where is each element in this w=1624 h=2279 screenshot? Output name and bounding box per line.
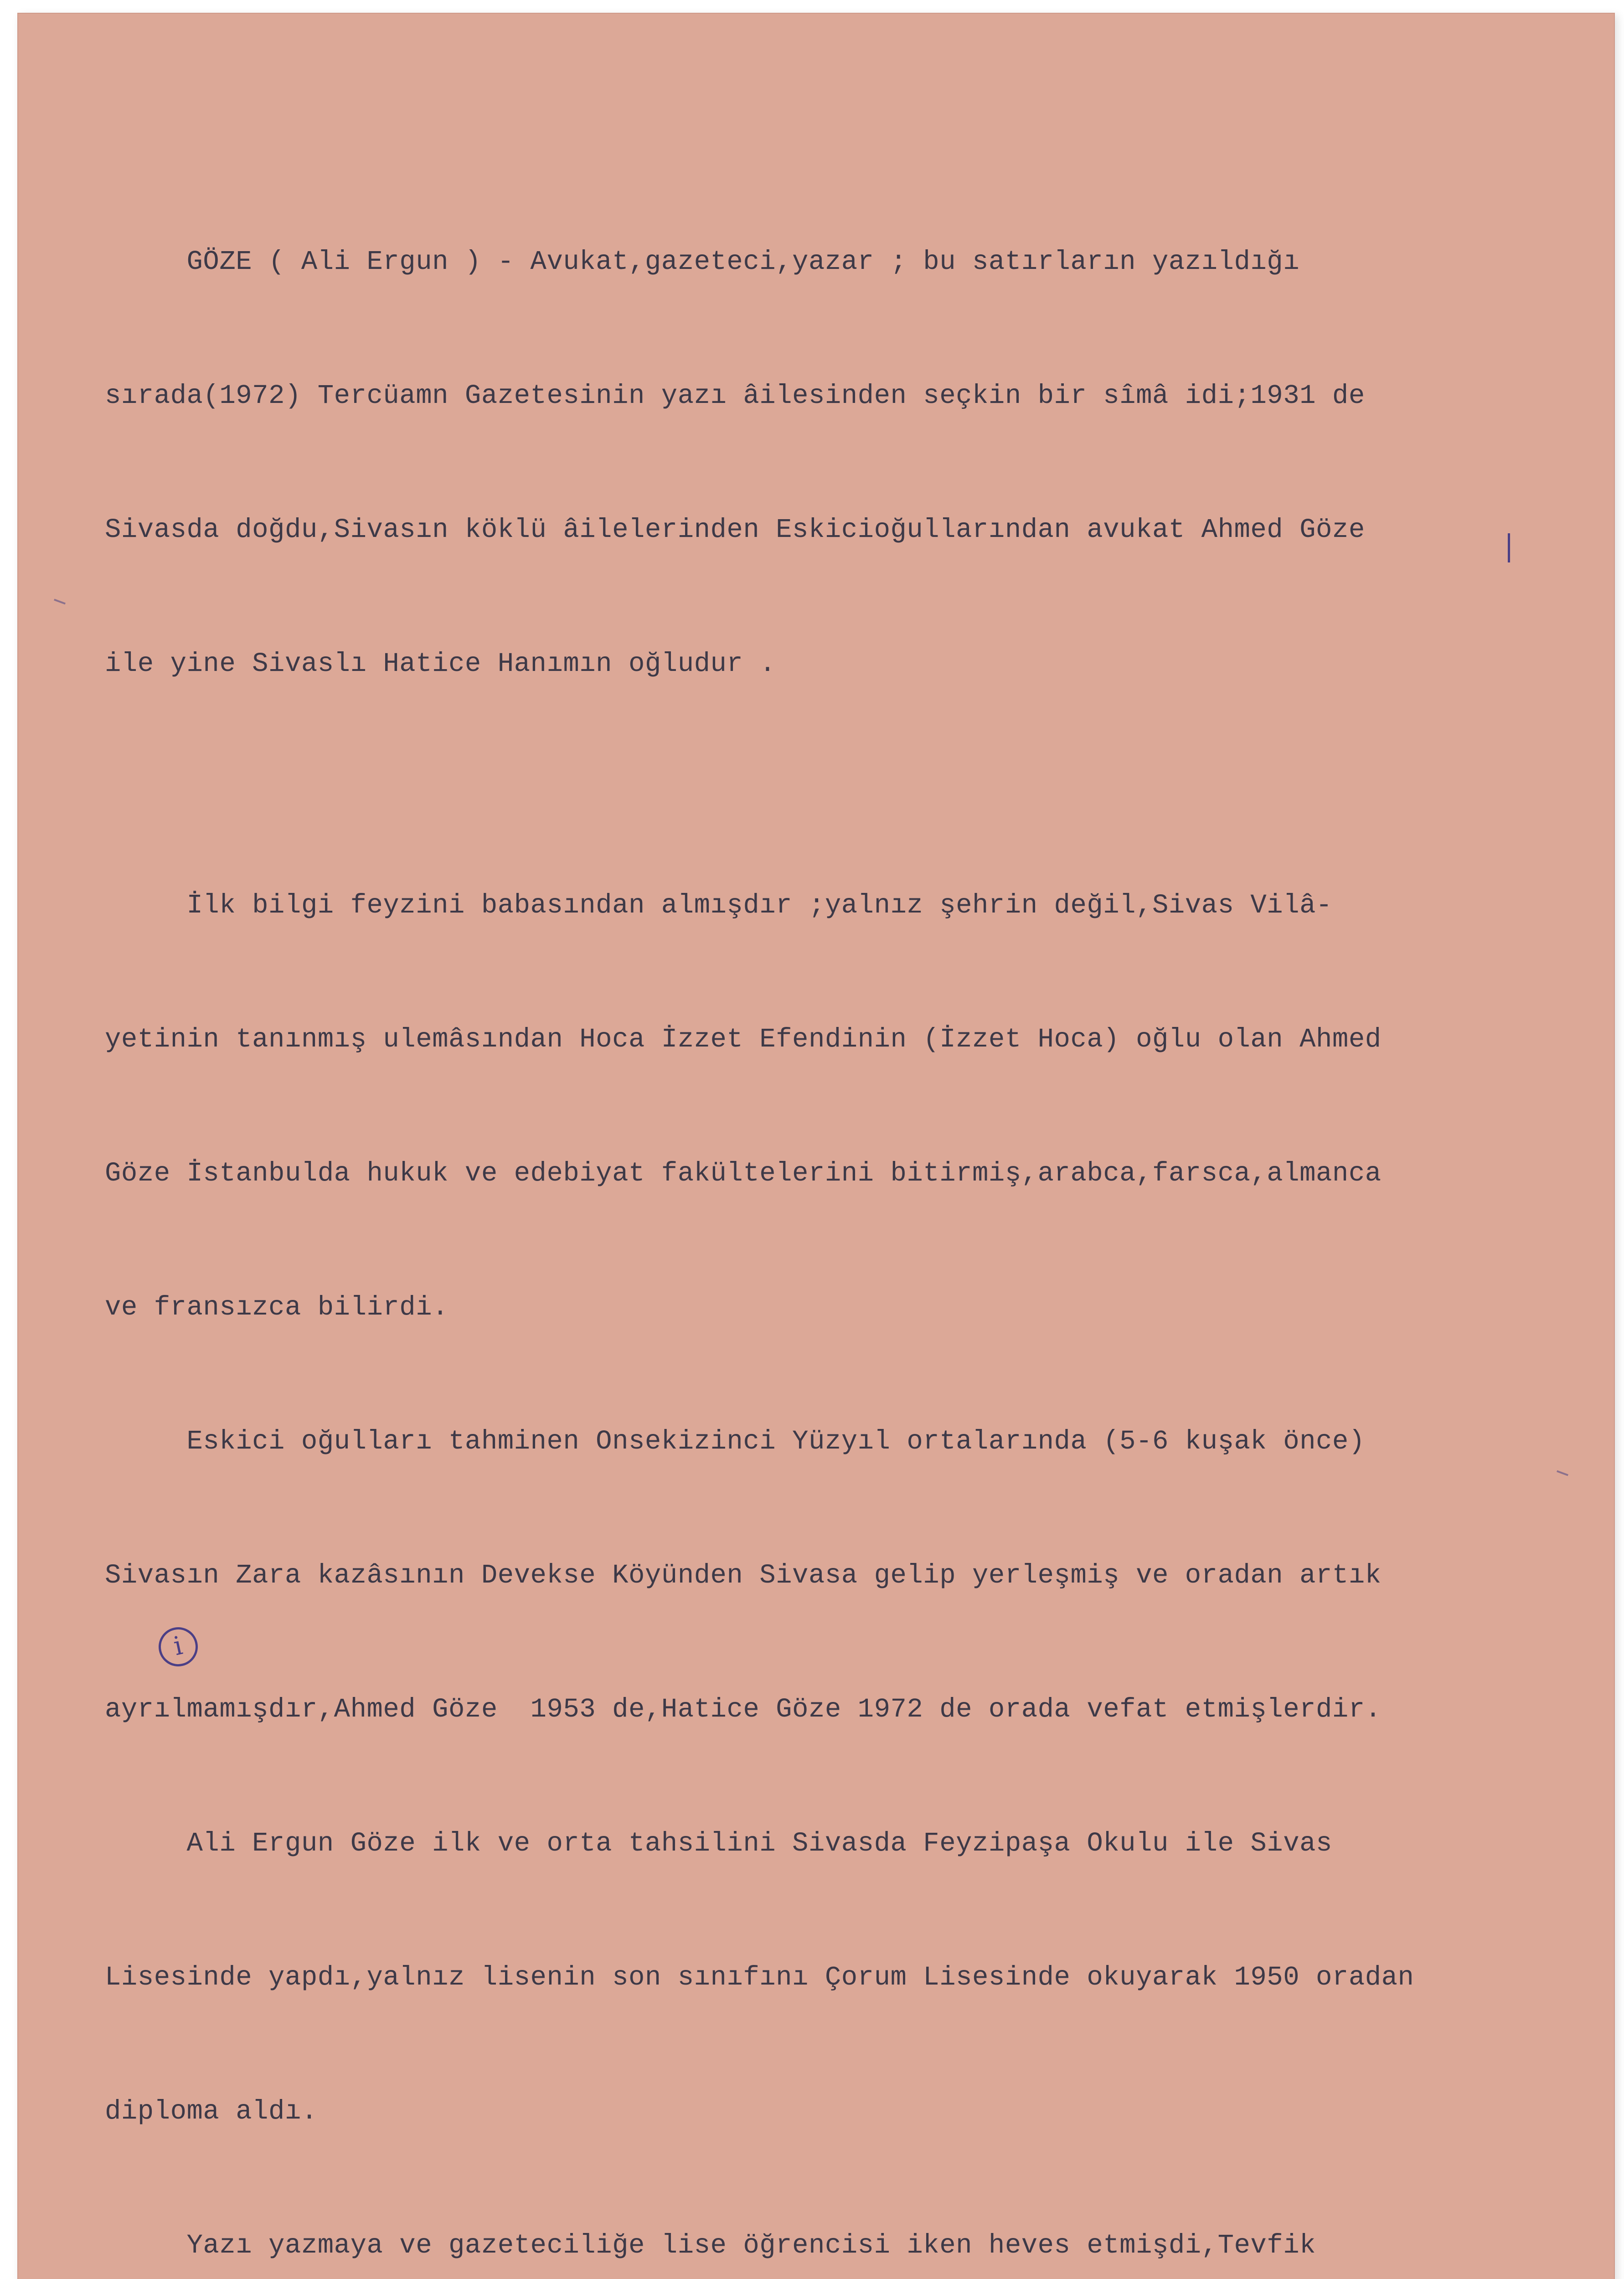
text-line: Göze İstanbulda hukuk ve edebiyat fakültelerini bitirmiş,arabca,farsca,almanca [105,1158,1382,1189]
document-body [105,150,1623,2279]
text-line: Sivasda doğdu,Sivasın köklü âilelerinden Eskicioğullarından avukat Ahmed Göze [105,515,1365,545]
text-line: ayrılmamışdır,Ahmed Göze 1953 de,Hatice Göze 1972 de orada vefat etmişlerdir. [105,1694,1382,1725]
paragraph-gap [105,776,1623,794]
text-line: ve fransızca bilirdi. [105,1292,449,1323]
circled-i-mark: i [155,1624,201,1670]
text-line: Sivasın Zara kazâsının Devekse Köyünden Sivasa gelip yerleşmiş ve oradan artık [105,1560,1382,1591]
text-line: yetinin tanınmış ulemâsından Hoca İzzet Efendinin (İzzet Hoca) oğlu olan Ahmed [105,1024,1382,1055]
text-line: GÖZE ( Ali Ergun ) - Avukat,gazeteci,yazar ; bu satırların yazıldığı [105,247,1300,277]
text-line: sırada(1972) Tercüamn Gazetesinin yazı âilesinden seçkin bir sîmâ idi;1931 de [105,381,1365,411]
text-line: Ali Ergun Göze ilk ve orta tahsilini Sivasda Feyzipaşa Okulu ile Sivas [105,1828,1332,1859]
text-line: Eskici oğulları tahminen Onsekizinci Yüzyıl ortalarında (5-6 kuşak önce) [105,1426,1365,1457]
text-line: Yazı yazmaya ve gazeteciliğe lise öğrencisi iken heves etmişdi,Tevfik [105,2230,1316,2261]
text-line: Lisesinde yapdı,yalnız lisenin son sınıfını Çorum Lisesinde okuyarak 1950 oradan [105,1962,1414,1993]
text-line: ile yine Sivaslı Hatice Hanımın oğludur . [105,649,776,679]
text-line: İlk bilgi feyzini babasından almışdır ;yalnız şehrin değil,Sivas Vilâ- [105,890,1332,921]
ink-insert-mark [1508,533,1510,562]
text-line: diploma aldı. [105,2096,318,2127]
